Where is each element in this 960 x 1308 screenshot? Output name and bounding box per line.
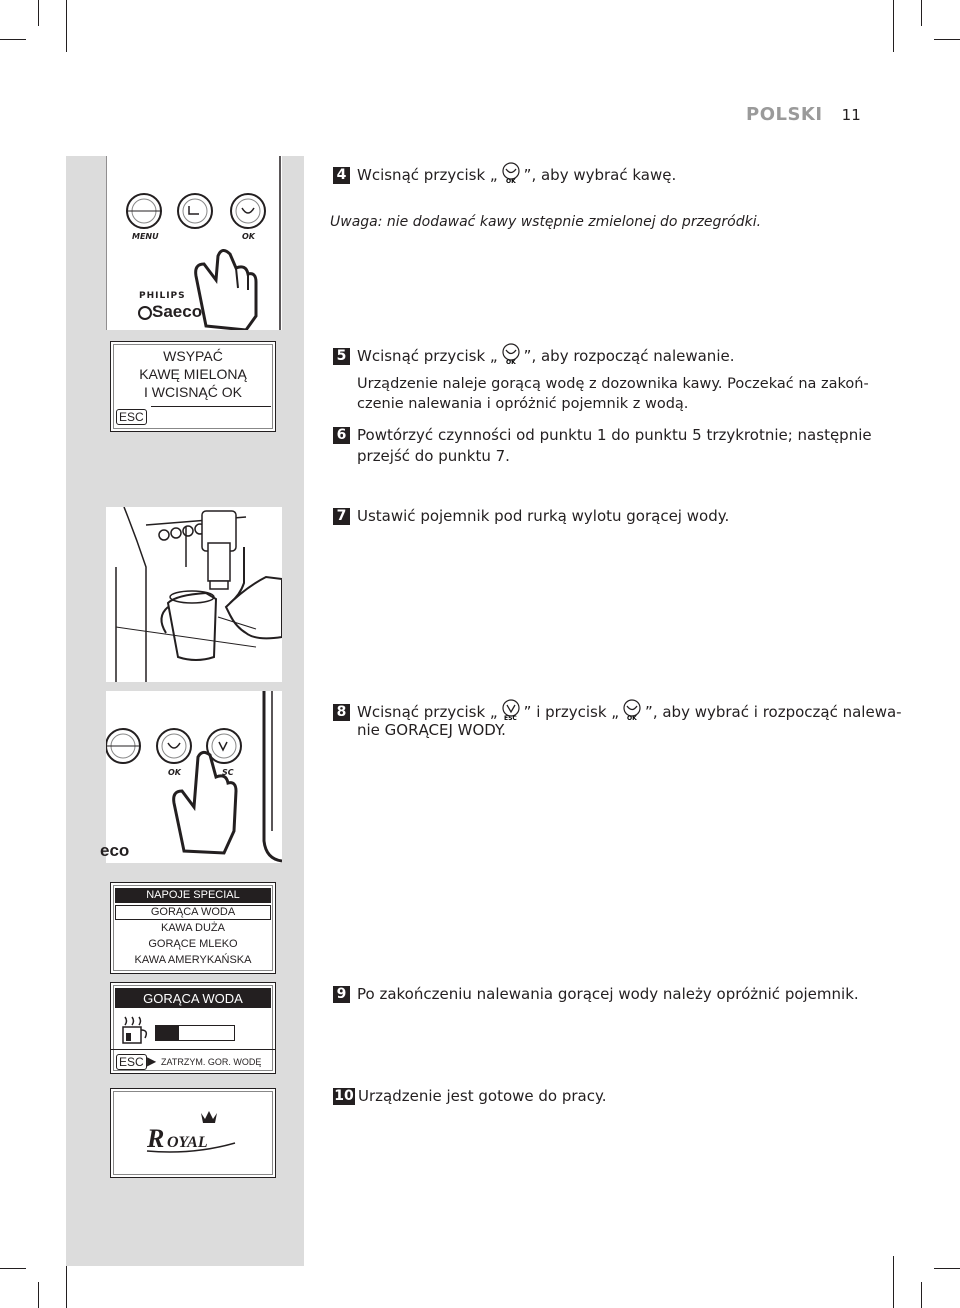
step-5: [333, 343, 734, 366]
display-hot-water-progress: [110, 982, 276, 1074]
crop-mark: [893, 1256, 894, 1308]
display-special-drinks-menu: [110, 882, 276, 974]
step-10: [333, 1086, 607, 1106]
hot-water-pitcher-illustration: [106, 507, 282, 682]
step-number: 8: [333, 704, 350, 721]
esc-special-button-icon: [498, 699, 524, 721]
menu-item: GORĄCE MLEKO: [148, 938, 238, 950]
display-divider: [111, 1049, 275, 1050]
pointer-arrow: [282, 498, 304, 542]
pitcher-drawing: [106, 507, 282, 682]
svg-text:R: R: [147, 1124, 165, 1153]
control-panel-illustration: [106, 156, 282, 330]
step-6: [333, 425, 872, 445]
display-divider: [151, 406, 271, 407]
crop-mark: [38, 0, 39, 26]
special-panel-drawing: [106, 691, 282, 863]
pointer-arrow: [282, 158, 304, 202]
crop-mark: [921, 0, 922, 26]
crop-mark: [66, 0, 67, 52]
svg-text:OK: OK: [627, 715, 637, 721]
note: Uwaga: nie dodawać kawy wstępnie zmielonej do przegródki.: [330, 214, 762, 230]
step-text: ” i przycisk „: [523, 703, 620, 721]
step-number: 10: [334, 1088, 354, 1104]
menu-item: KAWA DUŻA: [161, 922, 225, 934]
esc-label: ESC: [116, 1054, 147, 1070]
page-number: 11: [841, 106, 861, 124]
step-7: [333, 506, 729, 526]
brand-saeco-partial: eco: [100, 841, 130, 860]
progress-fill: [156, 1026, 179, 1040]
crop-mark: [893, 0, 894, 52]
page-header: [746, 104, 861, 125]
pointer-arrow: [282, 975, 304, 1019]
display-ready-royal: [110, 1088, 276, 1178]
menu-item: GORĄCA WODA: [150, 906, 236, 918]
step-text: Ustawić pojemnik pod rurką wylotu gorącej wody.: [357, 507, 730, 525]
pointer-arrow: [282, 690, 304, 734]
step-text: ”, aby wybrać kawę.: [523, 166, 677, 184]
crop-mark: [38, 1282, 39, 1308]
svg-text:OYAL: OYAL: [167, 1134, 208, 1151]
saeco-logo-icon: [138, 306, 152, 320]
step-5-detail: Urządzenie naleje gorącą wodę z dozownika kawy. Poczekać na zakoń-: [357, 376, 869, 392]
step-text: Wcisnąć przycisk „: [357, 347, 498, 365]
svg-text:ESC: ESC: [503, 715, 517, 721]
hot-water-title: GORĄCA WODA: [143, 991, 243, 1006]
step-number: 7: [333, 508, 350, 525]
step-8-continuation: nie GORĄCEJ WODY.: [357, 721, 506, 739]
step-number: 6: [333, 427, 350, 444]
crop-mark: [934, 1268, 960, 1269]
step-text: Wcisnąć przycisk „: [357, 703, 498, 721]
crop-mark: [0, 39, 26, 40]
step-5-detail: czenie nalewania i opróżnić pojemnik z wodą.: [357, 396, 689, 412]
right-arrow-icon: ▶: [147, 1054, 157, 1068]
ok-cup-button-icon: [498, 162, 524, 184]
display-insert-ground-coffee: [110, 341, 276, 432]
svg-text:OK: OK: [505, 178, 516, 184]
special-drinks-panel-illustration: [100, 691, 282, 863]
ok-cup-button-icon: [498, 343, 524, 365]
language-label: POLSKI: [746, 104, 823, 125]
step-text: ”, aby wybrać i rozpocząć nalewa-: [645, 703, 902, 721]
step-number: 5: [333, 348, 350, 365]
crop-mark: [0, 1268, 26, 1269]
step-9: [333, 984, 859, 1004]
steaming-cup-icon: [119, 1015, 155, 1045]
brand-saeco: Saeco: [152, 302, 203, 321]
display-line: I WCISNĄĆ OK: [143, 384, 242, 400]
step-number: 4: [333, 167, 350, 184]
crop-mark: [934, 39, 960, 40]
esc-label: ESC: [116, 409, 147, 425]
svg-text:OK: OK: [505, 359, 516, 365]
crop-mark: [921, 1282, 922, 1308]
ok-label: OK: [168, 768, 181, 777]
royal-logo: [143, 1107, 243, 1157]
ok-cup-button-icon: [619, 699, 645, 721]
display-line: WSYPAĆ: [163, 348, 223, 364]
progress-bar: [155, 1025, 235, 1041]
brand-philips: PHILIPS: [139, 291, 186, 301]
step-text: Powtórzyć czynności od punktu 1 do punktu 5 trzykrotnie; następnie: [357, 426, 872, 444]
stop-hot-water-label: ZATRZYM. GOR. WODĘ: [161, 1057, 262, 1067]
step-6-continuation: przejść do punktu 7.: [357, 447, 510, 465]
display-line: KAWĘ MIELONĄ: [139, 366, 247, 382]
menu-item: KAWA AMERYKAŃSKA: [134, 954, 252, 966]
menu-label: MENU: [132, 232, 159, 241]
step-4: [333, 162, 676, 185]
step-text: Wcisnąć przycisk „: [357, 166, 498, 184]
step-text: Po zakończeniu nalewania gorącej wody należy opróżnić pojemnik.: [357, 985, 859, 1003]
step-text: ”, aby rozpocząć nalewanie.: [523, 347, 735, 365]
step-number: 9: [333, 986, 350, 1003]
menu-title: NAPOJE SPECIAL: [146, 889, 240, 901]
ok-label: OK: [242, 232, 255, 241]
pointer-arrow: [282, 1077, 304, 1121]
step-8: [333, 699, 902, 722]
step-text: Urządzenie jest gotowe do pracy.: [358, 1087, 607, 1105]
pointer-arrow: [282, 331, 304, 375]
esc-label: SC: [222, 768, 234, 777]
